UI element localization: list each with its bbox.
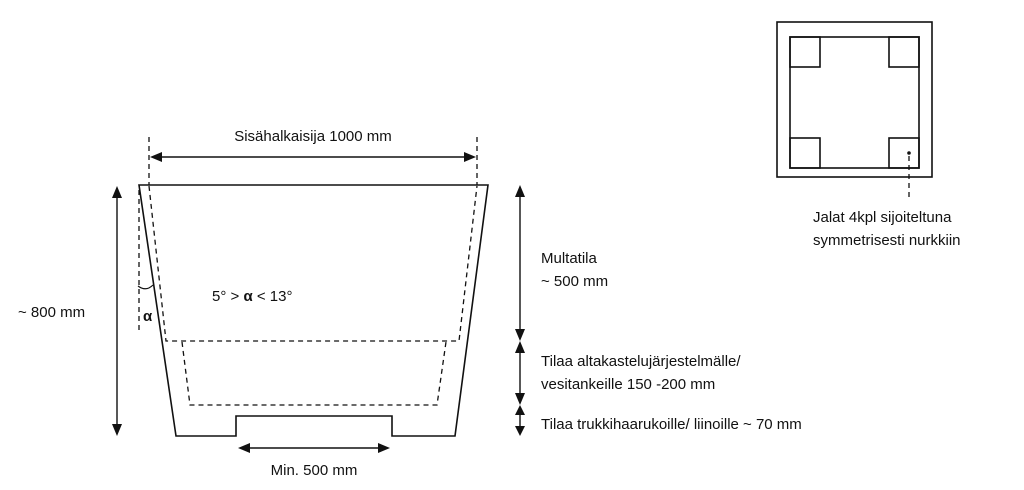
soil-space-outline — [149, 186, 477, 341]
angle-arc — [138, 285, 153, 289]
leg-bottom-left — [790, 138, 820, 168]
soil-space-title: Multatila — [541, 250, 597, 267]
top-view-inner — [790, 37, 919, 168]
leg-top-left — [790, 37, 820, 67]
angle-marker-label: α — [143, 308, 153, 325]
legs-note-line2: symmetrisesti nurkkiin — [813, 232, 961, 249]
total-height-label: ~ 800 mm — [18, 304, 86, 321]
planter-outline — [139, 185, 488, 436]
inner-width-dimension — [150, 152, 476, 162]
irrigation-space-line1: Tilaa altakastelujärjestelmälle/ — [541, 353, 741, 370]
top-view — [777, 22, 932, 200]
angle-range-label: 5° > α < 13° — [212, 288, 293, 305]
leg-bottom-right — [889, 138, 919, 168]
irrigation-space-outline — [182, 342, 446, 405]
leg-top-right — [889, 37, 919, 67]
irrigation-space-line2: vesitankeille 150 -200 mm — [541, 376, 716, 393]
inner-width-label: Sisähalkaisija 1000 mm — [234, 128, 392, 145]
total-height-dimension — [112, 186, 122, 436]
forklift-space-label: Tilaa trukkihaarukoille/ liinoille ~ 70 mm — [541, 416, 802, 433]
leg-pointer-dot — [907, 151, 911, 155]
soil-space-dimension — [515, 185, 525, 341]
irrigation-space-dimension — [515, 341, 525, 405]
min-width-dimension — [238, 443, 390, 453]
soil-space-value: ~ 500 mm — [541, 273, 609, 290]
forklift-space-dimension — [515, 405, 525, 436]
legs-note-line1: Jalat 4kpl sijoiteltuna — [813, 209, 952, 226]
min-width-label: Min. 500 mm — [270, 462, 358, 479]
